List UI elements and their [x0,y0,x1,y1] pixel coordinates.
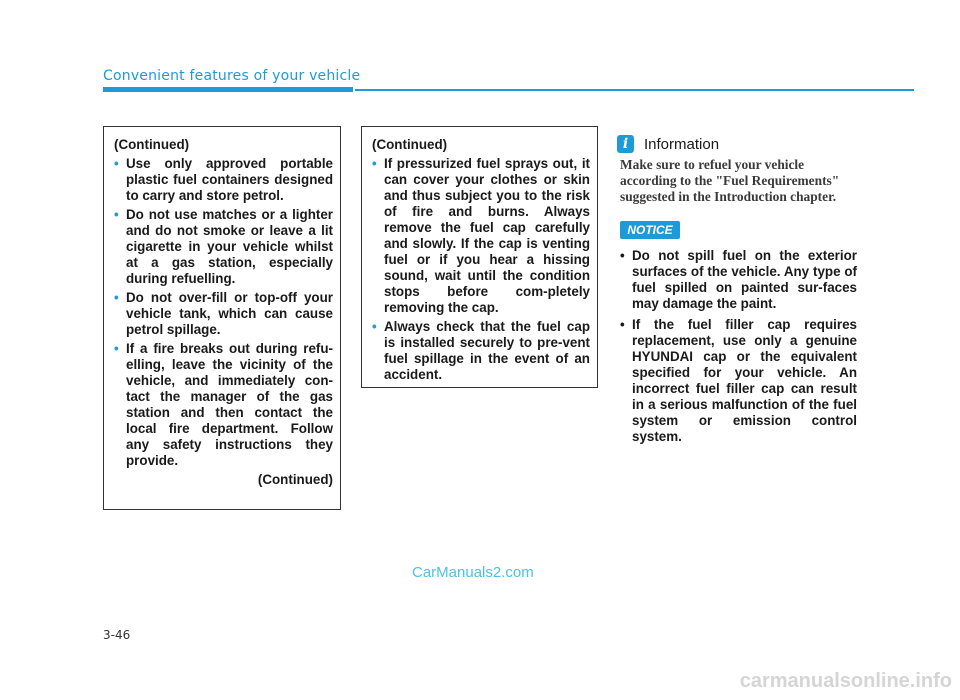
bullet-icon: • [114,290,119,305]
list-item: • Do not use matches or a lighter and do not smoke or leave a lit cigarette in your vehicle whilst at a gas station, especially during refuelling. [114,207,333,286]
warning-list-middle [372,156,590,383]
continued-label-bottom: (Continued) [257,472,333,487]
list-item: • Do not spill fuel on the exterior surfaces of the vehicle. Any type of fuel spilled on painted sur-faces may damage the paint. [620,248,857,311]
bullet-icon: • [114,207,119,222]
list-item: • If a fire breaks out during refu-elling, leave the vicinity of the vehicle, and immediately con-tact the manager of the gas station and then contact the local fire department. Follow any safety instructions they provide. [114,341,333,468]
section-title: Convenient features of your vehicle [103,68,361,84]
page-number: 3-46 [103,628,131,642]
watermark-link[interactable]: CarManuals2.com [412,564,534,581]
continued-label-top: (Continued) [114,137,190,152]
notice-badge: NOTICE [620,221,680,239]
information-title: Information [644,135,720,153]
warning-list-left [114,156,333,469]
notice-list [620,248,857,450]
list-item: • Use only approved portable plastic fuel containers designed to carry and store petrol. [114,156,333,203]
warning-box-left [103,126,341,510]
footer-watermark: carmanualsonline.info [739,670,952,692]
list-item: • Always check that the fuel cap is installed securely to pre-vent fuel spillage in the event of an accident. [372,319,590,382]
bullet-icon: • [114,341,119,356]
information-heading [617,134,719,154]
bullet-icon: • [620,317,625,332]
bullet-icon: • [372,156,377,171]
information-body: Make sure to refuel your vehicle according to the "Fuel Requirements" suggested in the Introduction chapter. [620,157,840,204]
list-item: • If pressurized fuel sprays out, it can cover your clothes or skin and thus subject you to the risk of fire and burns. Always remove the fuel cap carefully and slowly. If the cap is venting fuel or if you hear a hissing sound, wait until the condition stops before com-pletely removing the cap. [372,156,590,315]
continued-label-top: (Continued) [372,137,448,152]
info-icon: i [617,135,634,153]
header-rule-thin [355,89,914,91]
list-item: • If the fuel filler cap requires replacement, use only a genuine HYUNDAI cap or the equivalent specified for your vehicle. An incorrect fuel filler cap can result in a serious malfunction of the fuel system or emission control system. [620,317,857,444]
bullet-icon: • [372,319,377,334]
bullet-icon: • [620,248,625,263]
list-item: • Do not over-fill or top-off your vehicle tank, which can cause petrol spillage. [114,290,333,337]
header-rule-thick [103,87,353,92]
bullet-icon: • [114,156,119,171]
warning-box-middle [361,126,598,388]
